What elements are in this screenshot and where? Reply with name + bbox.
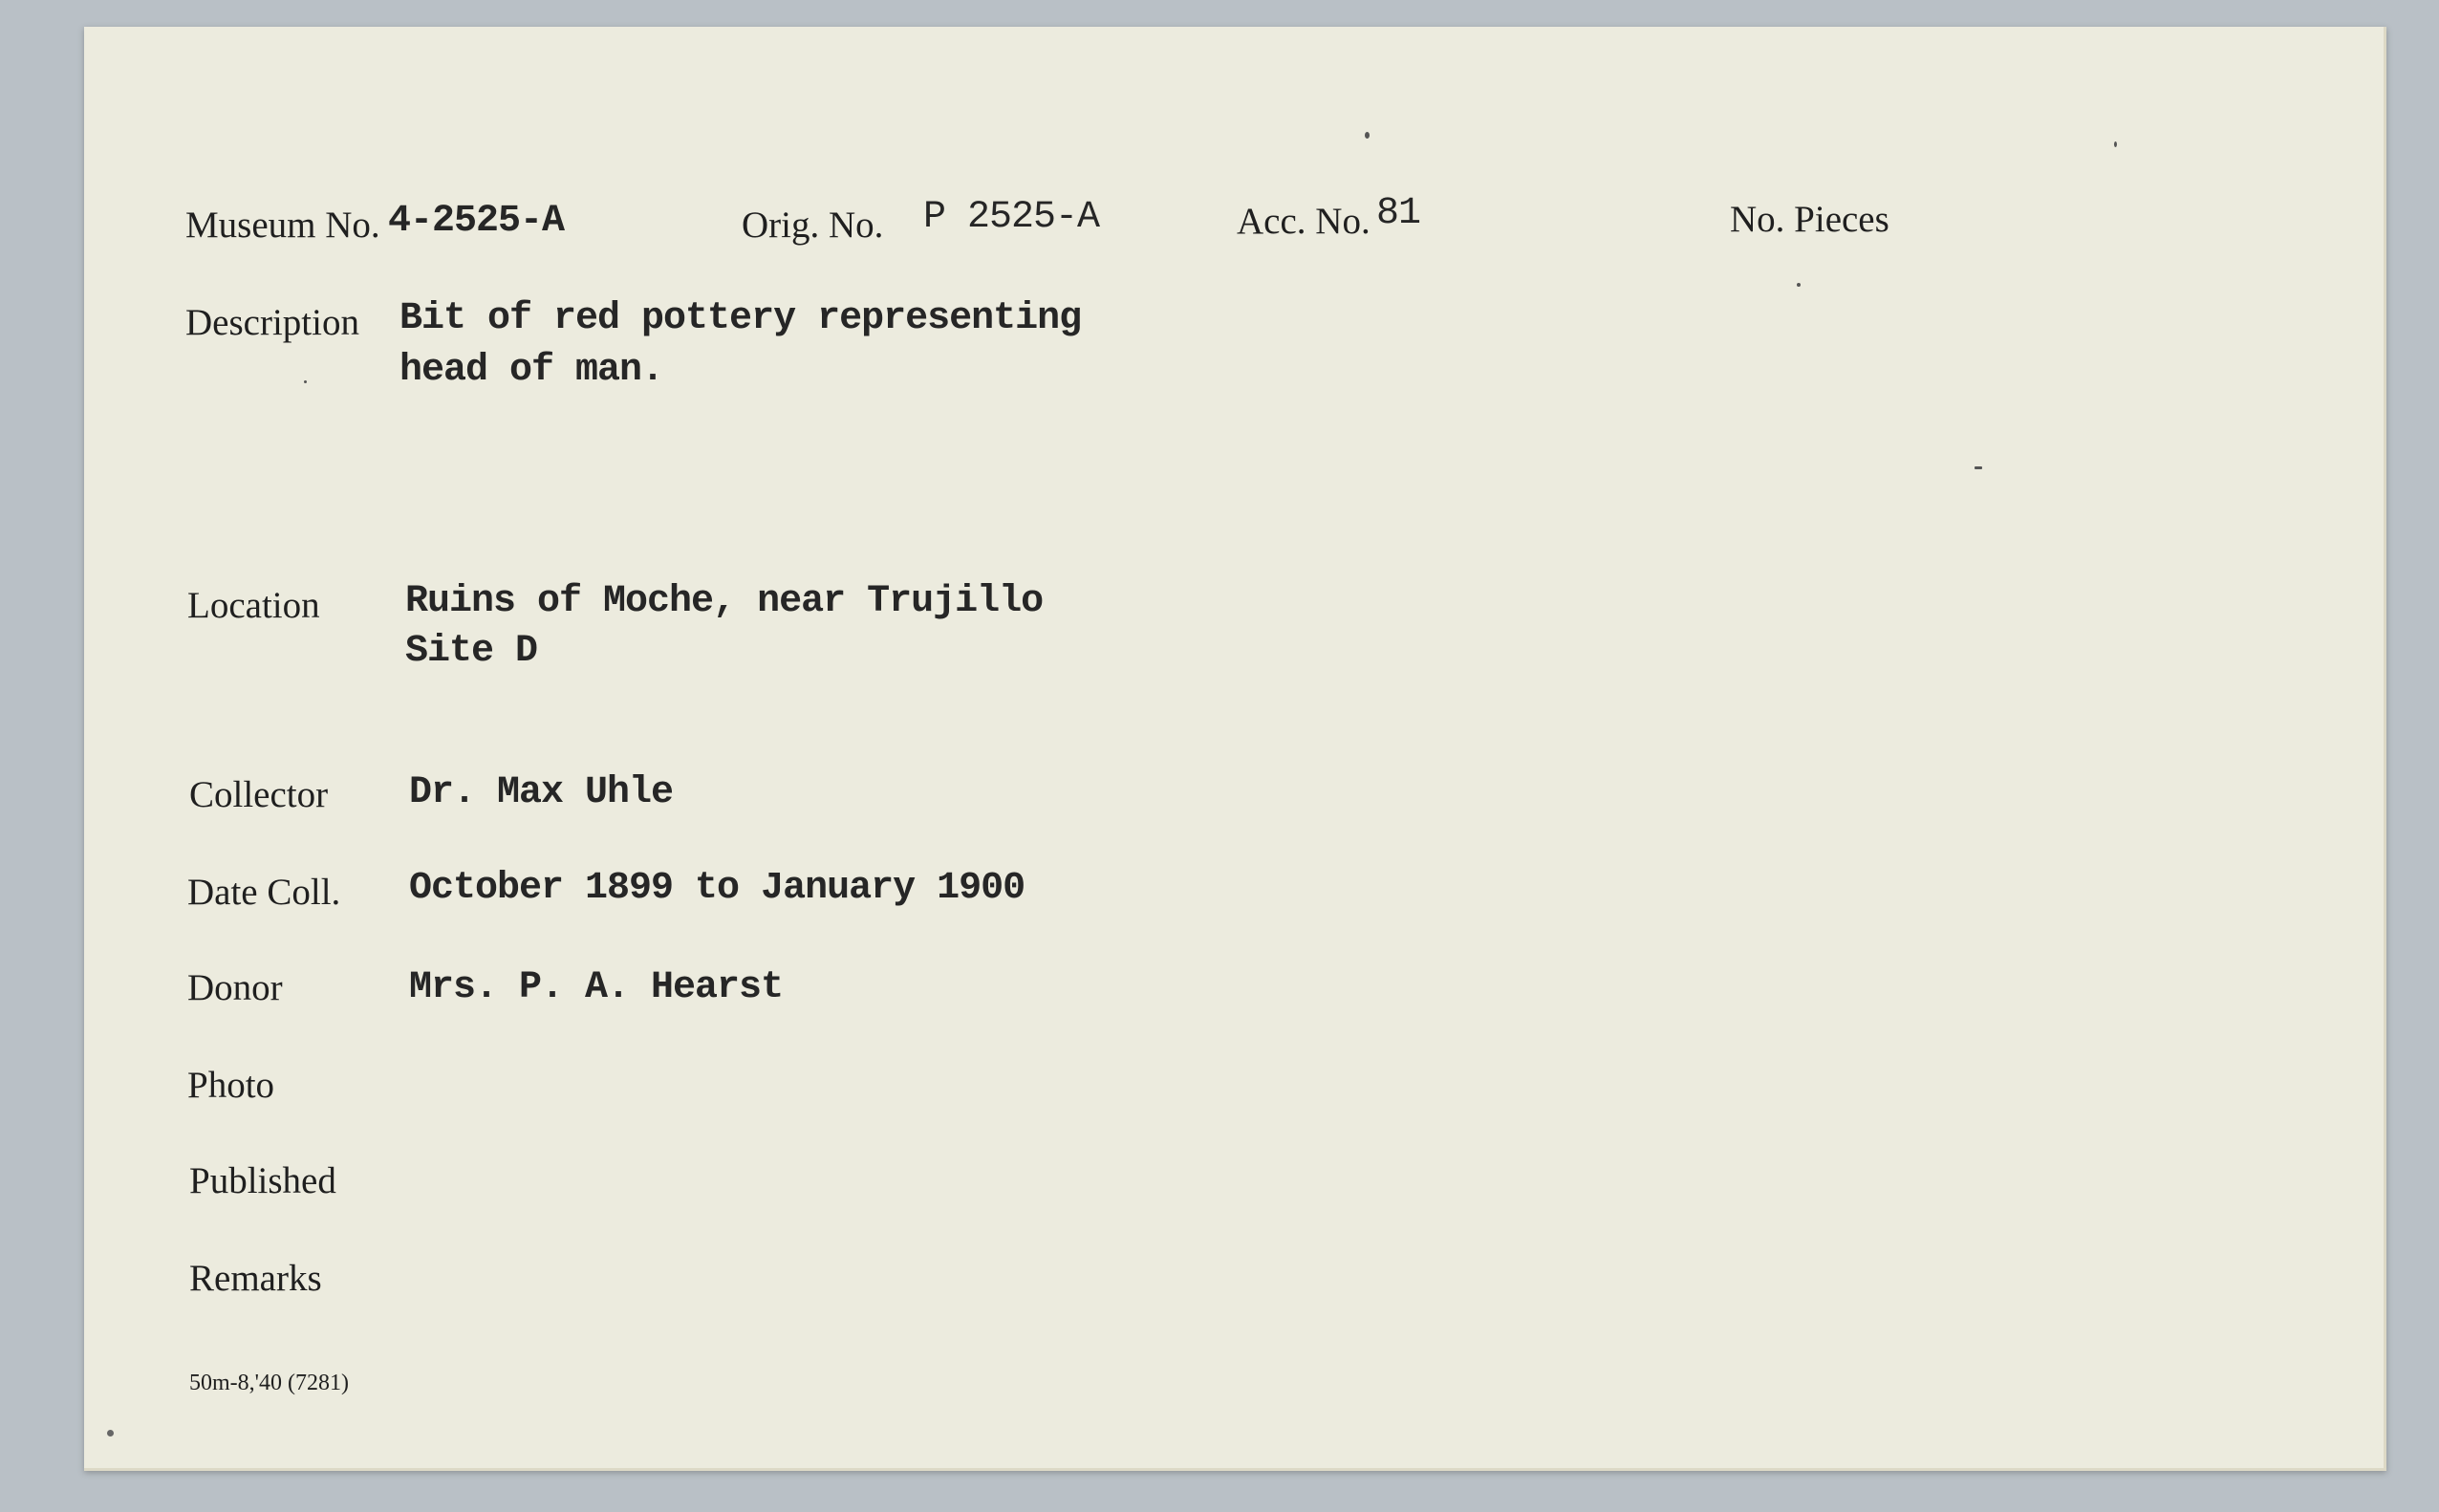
description-line-1: Bit of red pottery representing [399, 297, 1082, 340]
description-label: Description [185, 302, 359, 343]
speck [1975, 466, 1982, 469]
speck [107, 1430, 114, 1436]
speck [1797, 283, 1801, 287]
museum-no-value: 4-2525-A [388, 200, 565, 243]
print-code: 50m-8,'40 (7281) [189, 1371, 349, 1395]
location-line-2: Site D [405, 630, 538, 673]
photo-label: Photo [187, 1065, 275, 1106]
donor-label: Donor [187, 967, 283, 1008]
museum-no-label: Museum No. [185, 205, 380, 246]
location-label: Location [187, 585, 320, 626]
orig-no-label: Orig. No. [742, 205, 884, 246]
acc-no-value: 81 [1376, 192, 1421, 235]
acc-no-label: Acc. No. [1237, 201, 1371, 242]
remarks-label: Remarks [189, 1258, 322, 1299]
speck [1365, 132, 1370, 139]
location-line-1: Ruins of Moche, near Trujillo [405, 580, 1044, 623]
speck [304, 380, 307, 383]
description-line-2: head of man. [399, 349, 664, 392]
donor-value: Mrs. P. A. Hearst [409, 966, 784, 1009]
collector-value: Dr. Max Uhle [409, 771, 674, 814]
date-coll-value: October 1899 to January 1900 [409, 867, 1025, 910]
collector-label: Collector [189, 774, 329, 815]
catalog-card [84, 27, 2386, 1471]
published-label: Published [189, 1160, 336, 1201]
no-pieces-label: No. Pieces [1730, 199, 1889, 240]
orig-no-value: P 2525-A [923, 196, 1100, 239]
speck [2114, 141, 2117, 147]
date-coll-label: Date Coll. [187, 872, 341, 913]
